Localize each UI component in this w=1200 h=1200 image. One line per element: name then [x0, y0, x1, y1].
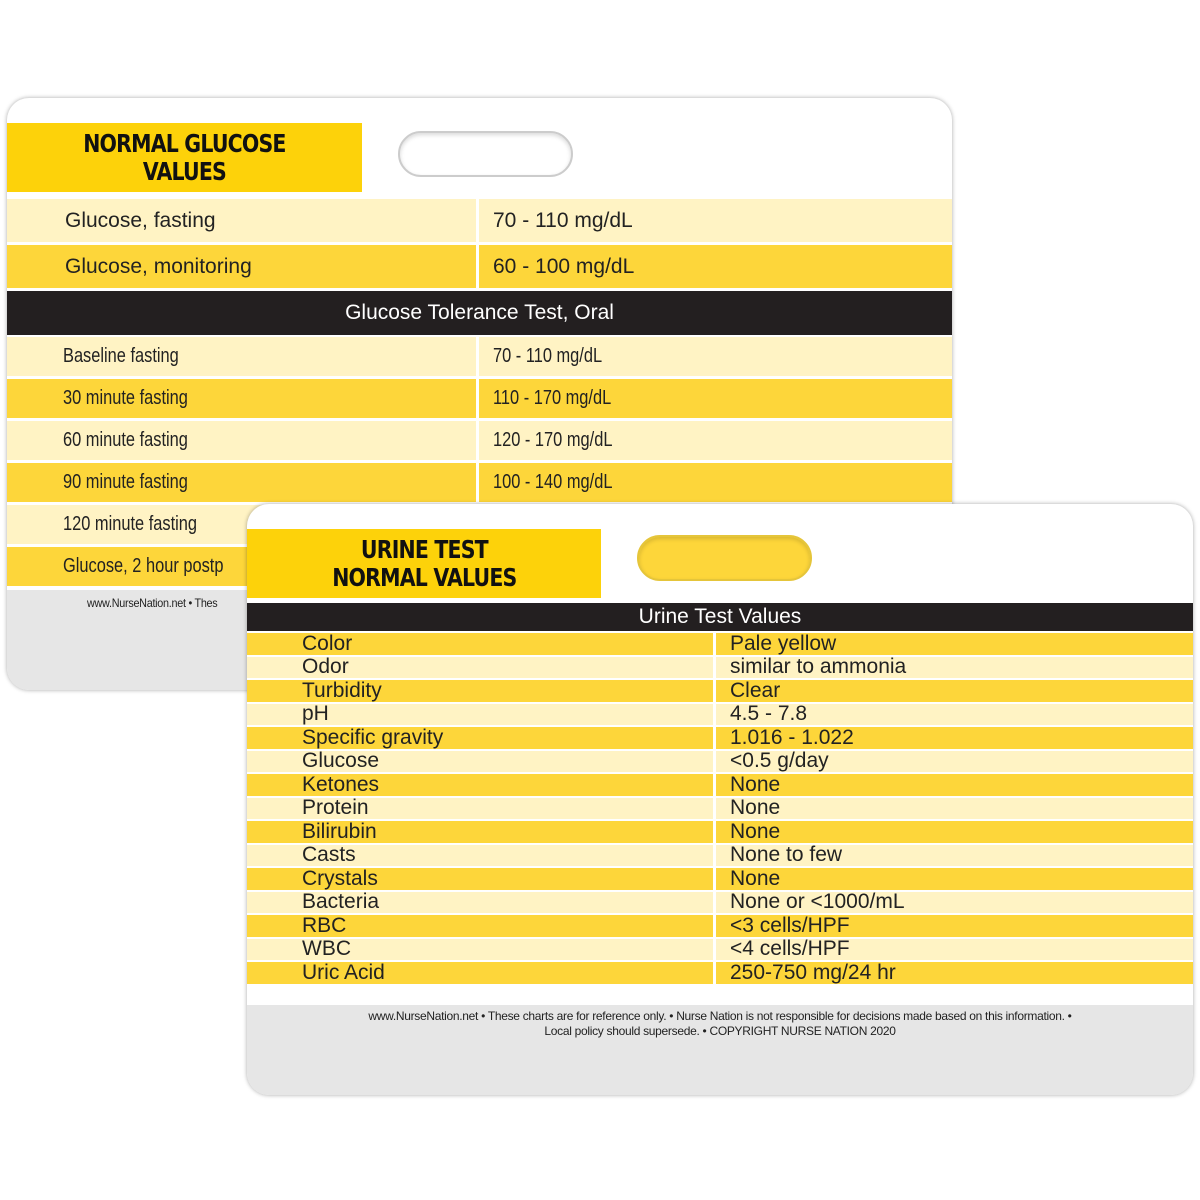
row-label: Uric Acid — [302, 960, 385, 984]
row-value: None or <1000/mL — [730, 890, 905, 914]
row-label-cell — [7, 463, 479, 502]
row-value-cell — [716, 657, 906, 679]
table-row — [247, 751, 1193, 773]
row-label-cell — [247, 633, 716, 655]
footer — [247, 1005, 1193, 1095]
row-value-cell — [716, 821, 780, 843]
row-value: None — [730, 772, 781, 796]
row-value: Clear — [730, 678, 781, 702]
row-value: <0.5 g/day — [730, 749, 829, 773]
row-value: <3 cells/HPF — [730, 913, 850, 937]
table-row — [247, 633, 1193, 655]
row-label-cell — [247, 962, 716, 984]
row-label-cell — [247, 751, 716, 773]
row-value-cell — [479, 463, 639, 502]
row-value-cell — [716, 680, 780, 702]
row-label-cell — [247, 657, 716, 679]
row-label-cell — [7, 337, 479, 376]
row-label-cell — [247, 680, 716, 702]
footer-line: Local policy should supersede. • COPYRIGHT NURSE NATION 2020 — [544, 1024, 896, 1038]
row-value: <4 cells/HPF — [730, 937, 850, 961]
row-label: 60 minute fasting — [63, 429, 188, 451]
table-row — [7, 337, 952, 376]
table-row — [247, 680, 1193, 702]
row-value-cell — [716, 915, 850, 937]
urine-card-title — [247, 529, 601, 598]
row-value-cell — [716, 845, 842, 867]
row-value: Pale yellow — [730, 631, 837, 655]
badge-slot — [398, 131, 573, 177]
row-label-cell — [247, 868, 716, 890]
row-label: Glucose, fasting — [65, 208, 216, 232]
section-header: Glucose Tolerance Test, Oral — [7, 291, 952, 335]
table-row — [247, 821, 1193, 843]
table-row — [247, 727, 1193, 749]
footer-text: www.NurseNation.net • Thes — [87, 596, 218, 610]
table-row — [247, 939, 1193, 961]
table-row — [247, 704, 1193, 726]
table-row — [247, 798, 1193, 820]
row-value: 4.5 - 7.8 — [730, 702, 808, 726]
row-label: Protein — [302, 796, 369, 820]
table-row — [247, 774, 1193, 796]
row-label: Baseline fasting — [63, 345, 179, 367]
table-row — [7, 245, 952, 288]
row-label-cell — [247, 939, 716, 961]
table-row — [7, 421, 952, 460]
row-label-cell — [247, 774, 716, 796]
row-value-cell — [716, 774, 780, 796]
row-value-cell — [716, 704, 807, 726]
row-label: 90 minute fasting — [63, 471, 188, 493]
row-label-cell — [247, 704, 716, 726]
row-value: 120 - 170 mg/dL — [493, 429, 613, 451]
urine-card — [247, 504, 1193, 1095]
row-label: WBC — [302, 937, 351, 961]
row-value-cell — [716, 892, 905, 914]
table-row — [247, 845, 1193, 867]
row-label-cell — [7, 245, 479, 288]
footer-line: www.NurseNation.net • These charts are for reference only. • Nurse Nation is not responsible for decisions made based on this information. • — [368, 1009, 1072, 1023]
row-value-cell — [479, 337, 626, 376]
row-value: None to few — [730, 843, 843, 867]
table-row — [247, 915, 1193, 937]
row-value: 70 - 110 mg/dL — [493, 208, 633, 232]
row-value: None — [730, 796, 781, 820]
row-label: Bacteria — [302, 890, 380, 914]
row-label: RBC — [302, 913, 347, 937]
row-value-cell — [716, 633, 836, 655]
row-label-cell — [247, 821, 716, 843]
row-label: Crystals — [302, 866, 378, 890]
row-value: 110 - 170 mg/dL — [493, 387, 612, 409]
row-label-cell — [247, 845, 716, 867]
row-label-cell — [247, 798, 716, 820]
row-value: 250-750 mg/24 hr — [730, 960, 896, 984]
row-value-cell — [716, 798, 780, 820]
row-value-cell — [479, 245, 634, 288]
row-label: Specific gravity — [302, 725, 444, 749]
row-label: Bilirubin — [302, 819, 377, 843]
row-label: Glucose — [302, 749, 380, 773]
table-row — [247, 892, 1193, 914]
row-label: Casts — [302, 843, 356, 867]
row-value-cell — [716, 727, 854, 749]
title-line: VALUES — [142, 156, 227, 186]
section-header: Urine Test Values — [247, 603, 1193, 631]
row-label: 120 minute fasting — [63, 513, 198, 535]
row-label-cell — [247, 915, 716, 937]
row-value: None — [730, 866, 781, 890]
row-value: 100 - 140 mg/dL — [493, 471, 613, 493]
row-label: Odor — [302, 655, 349, 679]
row-label: Glucose, 2 hour postp — [63, 555, 224, 577]
row-value-cell — [479, 199, 633, 242]
table-row — [7, 379, 952, 418]
row-label-cell — [247, 892, 716, 914]
row-label: pH — [302, 702, 329, 726]
title-line: NORMAL GLUCOSE — [83, 128, 286, 158]
row-label-cell — [247, 727, 716, 749]
row-value-cell — [479, 421, 639, 460]
row-label-cell — [7, 199, 479, 242]
title-line: URINE TEST — [360, 534, 488, 564]
row-value: 1.016 - 1.022 — [730, 725, 854, 749]
row-label-cell — [7, 421, 479, 460]
row-label-cell — [7, 379, 479, 418]
row-value: None — [730, 819, 781, 843]
table-row — [247, 657, 1193, 679]
table-row — [247, 962, 1193, 984]
table-row — [247, 868, 1193, 890]
row-value-cell — [479, 379, 637, 418]
row-value: similar to ammonia — [730, 655, 907, 679]
row-value: 70 - 110 mg/dL — [493, 345, 603, 367]
row-label: Ketones — [302, 772, 380, 796]
row-label: Turbidity — [302, 678, 382, 702]
table-row — [7, 463, 952, 502]
table-row — [7, 199, 952, 242]
title-line: NORMAL VALUES — [331, 562, 517, 592]
row-label: Color — [302, 631, 353, 655]
row-value-cell — [716, 939, 850, 961]
badge-slot — [637, 535, 812, 581]
row-label: 30 minute fasting — [63, 387, 188, 409]
row-label: Glucose, monitoring — [65, 254, 252, 278]
row-value: 60 - 100 mg/dL — [493, 254, 635, 278]
row-value-cell — [716, 962, 896, 984]
row-value-cell — [716, 751, 829, 773]
glucose-card-title — [7, 123, 362, 192]
row-value-cell — [716, 868, 780, 890]
